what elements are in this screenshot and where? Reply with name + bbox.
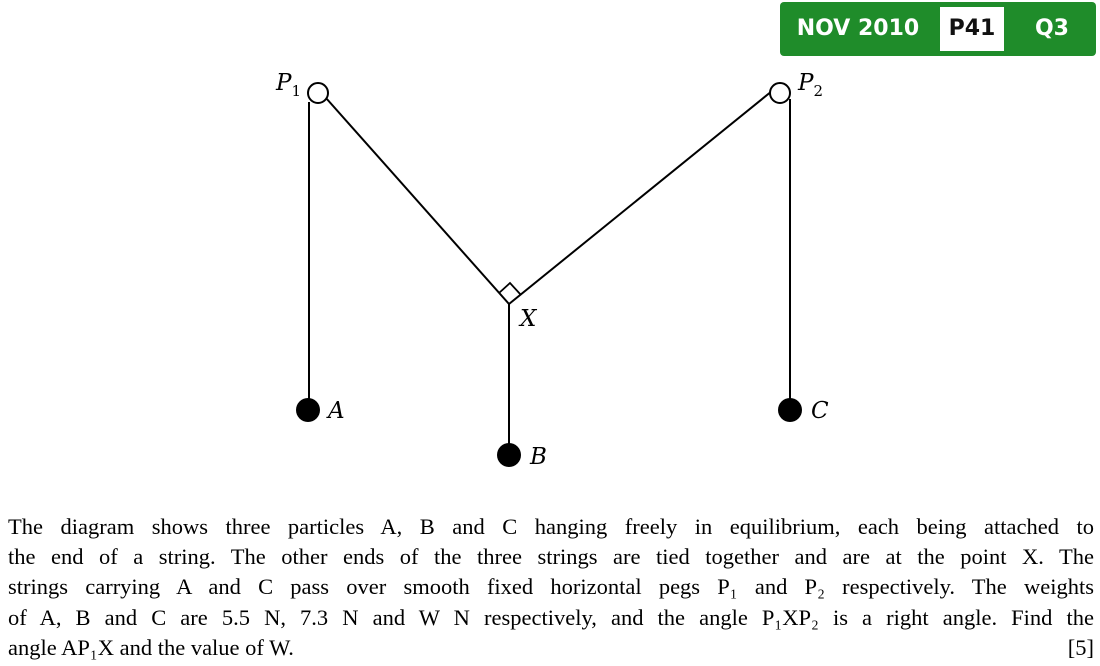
right-angle-marker: [499, 283, 521, 295]
label-x: X: [520, 306, 537, 332]
peg-p2: [770, 83, 790, 103]
particle-a: [296, 398, 320, 422]
question-line-5: [8, 633, 1094, 663]
string-p2-x: [509, 91, 772, 304]
label-c: C: [811, 398, 829, 424]
question-line-4: of A, B and C are 5.5 N, 7.3 N and W N respectively, and the angle P₁XP₂ is a right angle. Find the: [8, 604, 1094, 630]
label-p2: $P_2$: [798, 70, 824, 100]
label-p1: $P_1$: [276, 70, 302, 100]
question-text: [8, 512, 1094, 663]
question-line-2: the end of a string. The other ends of the three strings are tied together and are at the point X. The: [8, 544, 1094, 570]
particle-b: [497, 443, 521, 467]
question-line-5-text: angle AP₁X and the value of W.: [8, 634, 294, 660]
question-line-1: The diagram shows three particles A, B and C hanging freely in equilibrium, each being attached to: [8, 514, 1094, 539]
label-b: B: [530, 444, 547, 470]
paper-label: P41: [940, 7, 1004, 51]
peg-p1: [308, 83, 328, 103]
string-p1-x: [326, 98, 509, 304]
particle-c: [778, 398, 802, 422]
session-label: NOV 2010: [796, 16, 920, 41]
marks-label: [5]: [1067, 634, 1094, 660]
question-number-label: Q3: [1034, 16, 1069, 41]
question-line-3: strings carrying A and C pass over smooth fixed horizontal pegs P₁ and P₂ respectively. The weights: [8, 574, 1094, 600]
label-a: A: [328, 398, 345, 424]
